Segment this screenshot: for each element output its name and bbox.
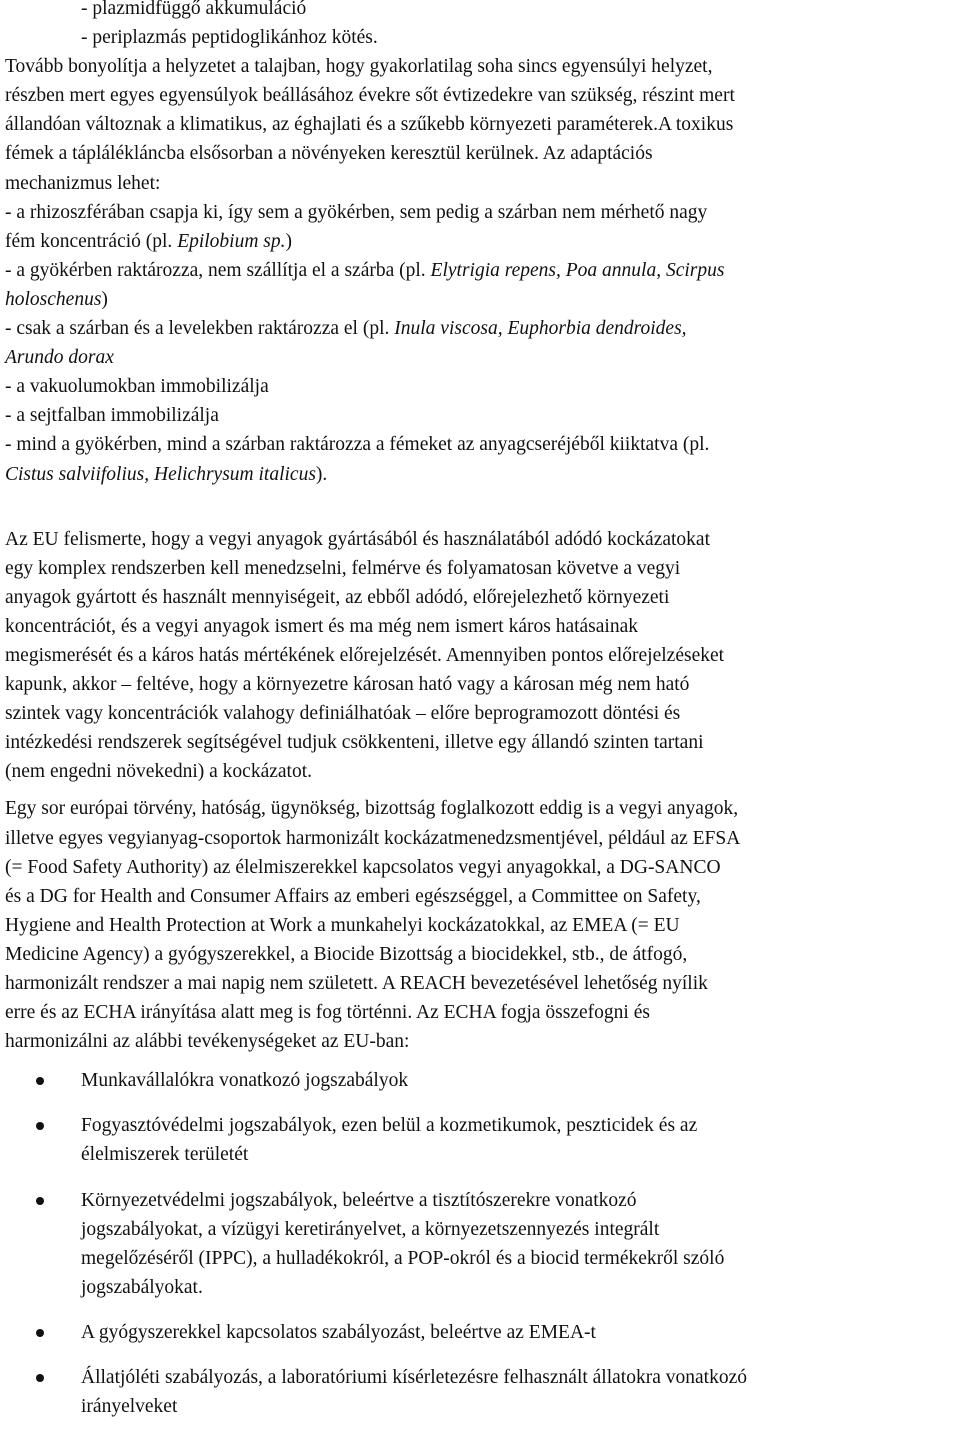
species-name: Epilobium sp. bbox=[177, 230, 286, 252]
paragraph-line: Az EU felismerte, hogy a vegyi anyagok gyártásából és használatából adódó kockázatokat bbox=[5, 528, 710, 550]
paragraph-line: és a DG for Health and Consumer Affairs az emberi egészséggel, a Committee on Safety, bbox=[5, 885, 701, 907]
paragraph-line: Tovább bonyolítja a helyzetet a talajban, hogy gyakorlatilag soha sincs egyensúlyi helyzet, bbox=[5, 56, 713, 78]
bullet-item bbox=[5, 1363, 957, 1421]
bullet-icon bbox=[36, 1077, 44, 1085]
species-name: Elytrigia repens, Poa annula, Scirpus bbox=[430, 259, 725, 281]
bullet-icon bbox=[36, 1374, 44, 1382]
paragraph-line: állandóan változnak a klimatikus, az éghajlati és a szűkebb környezeti paraméterek.A toxikus bbox=[5, 114, 734, 136]
bullet-text: megelőzéséről (IPPC), a hulladékokról, a POP-okról és a biocid termékekről szóló bbox=[81, 1247, 725, 1269]
paragraph-line: (nem engedni növekedni) a kockázatot. bbox=[5, 761, 313, 783]
mechanism-item: - mind a gyökérben, mind a szárban raktározza a fémeket az anyagcseréjéből kiiktatva (pl. bbox=[5, 434, 710, 456]
species-name: Inula viscosa, Euphorbia dendroides, bbox=[394, 318, 687, 340]
paragraph-line: harmonizált rendszer a mai napig nem született. A REACH bevezetésével lehetőség nyílik bbox=[5, 973, 708, 994]
paragraph-line: egy komplex rendszerben kell menedzselni, felmérve és folyamatosan követve a vegyi bbox=[5, 557, 681, 579]
mechanism-text: - a gyökérben raktározza, nem szállítja el a szárba (pl. bbox=[5, 259, 431, 281]
paragraph-line: Egy sor európai törvény, hatóság, ügynökség, bizottság foglalkozott eddig is a vegyi anyagok, bbox=[5, 798, 739, 820]
paragraph-line: harmonizálni az alábbi tevékenységeket az EU-ban: bbox=[5, 1031, 410, 1053]
bullet-item bbox=[5, 1186, 957, 1302]
mechanism-item-continued bbox=[5, 285, 957, 314]
mechanism-item-continued bbox=[5, 227, 957, 256]
paragraph-eu-laws bbox=[5, 794, 957, 1056]
paragraph-line: Medicine Agency) a gyógyszerekkel, a Biocide Bizottság a biocidekkel, stb., de átfogó, bbox=[5, 943, 688, 965]
adaptation-mechanisms bbox=[5, 198, 957, 489]
intro-list-item: - periplazmás peptidoglikánhoz kötés. bbox=[81, 27, 378, 49]
paragraph-line: mechanizmus lehet: bbox=[5, 172, 161, 194]
species-name: Arundo dorax bbox=[5, 347, 114, 369]
mechanism-item: - a vakuolumokban immobilizálja bbox=[5, 376, 269, 398]
paragraph-line: anyagok gyártott és használt mennyiségeit, az ebből adódó, előrejelezhető környezeti bbox=[5, 586, 670, 608]
paragraph-line: részben mert egyes egyensúlyok beállásához évekre sőt évtizedekre van szükség, részint mert bbox=[5, 85, 735, 107]
paragraph-eu-risk bbox=[5, 525, 957, 787]
mechanism-text: ) bbox=[285, 230, 293, 252]
intro-list-item: - plazmidfüggő akkumuláció bbox=[81, 0, 307, 19]
paragraph-line: Hygiene and Health Protection at Work a munkahelyi kockázatokkal, az EMEA (= EU bbox=[5, 914, 680, 936]
bullet-item bbox=[5, 1111, 957, 1169]
mechanism-text: fém koncentráció (pl. bbox=[5, 230, 178, 252]
paragraph-line: fémek a táplálékláncba elsősorban a növényeken keresztül kerülnek. Az adaptációs bbox=[5, 143, 653, 165]
mechanism-item: - a rhizoszférában csapja ki, így sem a gyökérben, sem pedig a szárban nem mérhető nagy bbox=[5, 201, 708, 223]
bullet-text: A gyógyszerekkel kapcsolatos szabályozást, beleértve az EMEA-t bbox=[81, 1321, 596, 1343]
bullet-text: Állatjóléti szabályozás, a laboratóriumi kísérletezésre felhasznált állatokra vonatkozó bbox=[81, 1367, 747, 1389]
bullet-item bbox=[5, 1318, 957, 1347]
mechanism-text: - csak a szárban és a levelekben raktározza el (pl. bbox=[5, 318, 395, 340]
bullet-text: jogszabályokat, a vízügyi keretirányelvet, a környezetszennyezés integrált bbox=[81, 1218, 660, 1240]
paragraph-line: illetve egyes vegyianyag-csoportok harmonizált kockázatmenedzsmentjével, például az EFSA bbox=[5, 827, 741, 849]
bullet-text: jogszabályokat. bbox=[81, 1276, 203, 1298]
mechanism-item-continued bbox=[5, 460, 957, 489]
mechanism-item bbox=[5, 314, 957, 343]
paragraph-line: kapunk, akkor – feltéve, hogy a környezetre károsan ható vagy a károsan még nem ható bbox=[5, 674, 690, 696]
paragraph-line: erre és az ECHA irányítása alatt meg is fog történni. Az ECHA fogja összefogni és bbox=[5, 1002, 650, 1024]
bullet-text: élelmiszerek területét bbox=[81, 1144, 249, 1166]
species-name: Cistus salviifolius, Helichrysum italicus bbox=[5, 463, 316, 485]
mechanism-item bbox=[5, 256, 957, 285]
paragraph-line: koncentrációt, és a vegyi anyagok ismert és ma még nem ismert káros hatásainak bbox=[5, 615, 638, 637]
document-page bbox=[5, 0, 957, 1437]
paragraph-line: (= Food Safety Authority) az élelmiszerekkel kapcsolatos vegyi anyagokkal, a DG-SANCO bbox=[5, 856, 721, 878]
paragraph-line: szintek vagy koncentrációk valahogy definiálhatóak – előre beprogramozott döntési és bbox=[5, 703, 681, 725]
paragraph-line: intézkedési rendszerek segítségével tudjuk csökkenteni, illetve egy állandó szinten tartani bbox=[5, 732, 704, 754]
bullet-text: irányelveket bbox=[81, 1396, 178, 1418]
mechanism-text: ). bbox=[315, 463, 328, 485]
intro-list bbox=[5, 0, 957, 52]
bullet-text: Fogyasztóvédelmi jogszabályok, ezen belül a kozmetikumok, peszticidek és az bbox=[81, 1115, 698, 1137]
bullet-list bbox=[5, 1066, 957, 1421]
bullet-text: Munkavállalókra vonatkozó jogszabályok bbox=[81, 1070, 409, 1092]
bullet-text: Környezetvédelmi jogszabályok, beleértve a tisztítószerekre vonatkozó bbox=[81, 1189, 637, 1211]
bullet-item bbox=[5, 1066, 957, 1095]
paragraph-soil bbox=[5, 52, 957, 197]
bullet-icon bbox=[36, 1197, 44, 1205]
species-name: holoschenus bbox=[5, 288, 102, 310]
mechanism-item-continued bbox=[5, 343, 957, 372]
mechanism-item: - a sejtfalban immobilizálja bbox=[5, 405, 219, 427]
bullet-icon bbox=[36, 1122, 44, 1130]
bullet-icon bbox=[36, 1329, 44, 1337]
mechanism-text: ) bbox=[101, 288, 108, 310]
paragraph-line: megismerését és a káros hatás mértékének előrejelzését. Amennyiben pontos előrejelzéseket bbox=[5, 644, 725, 666]
